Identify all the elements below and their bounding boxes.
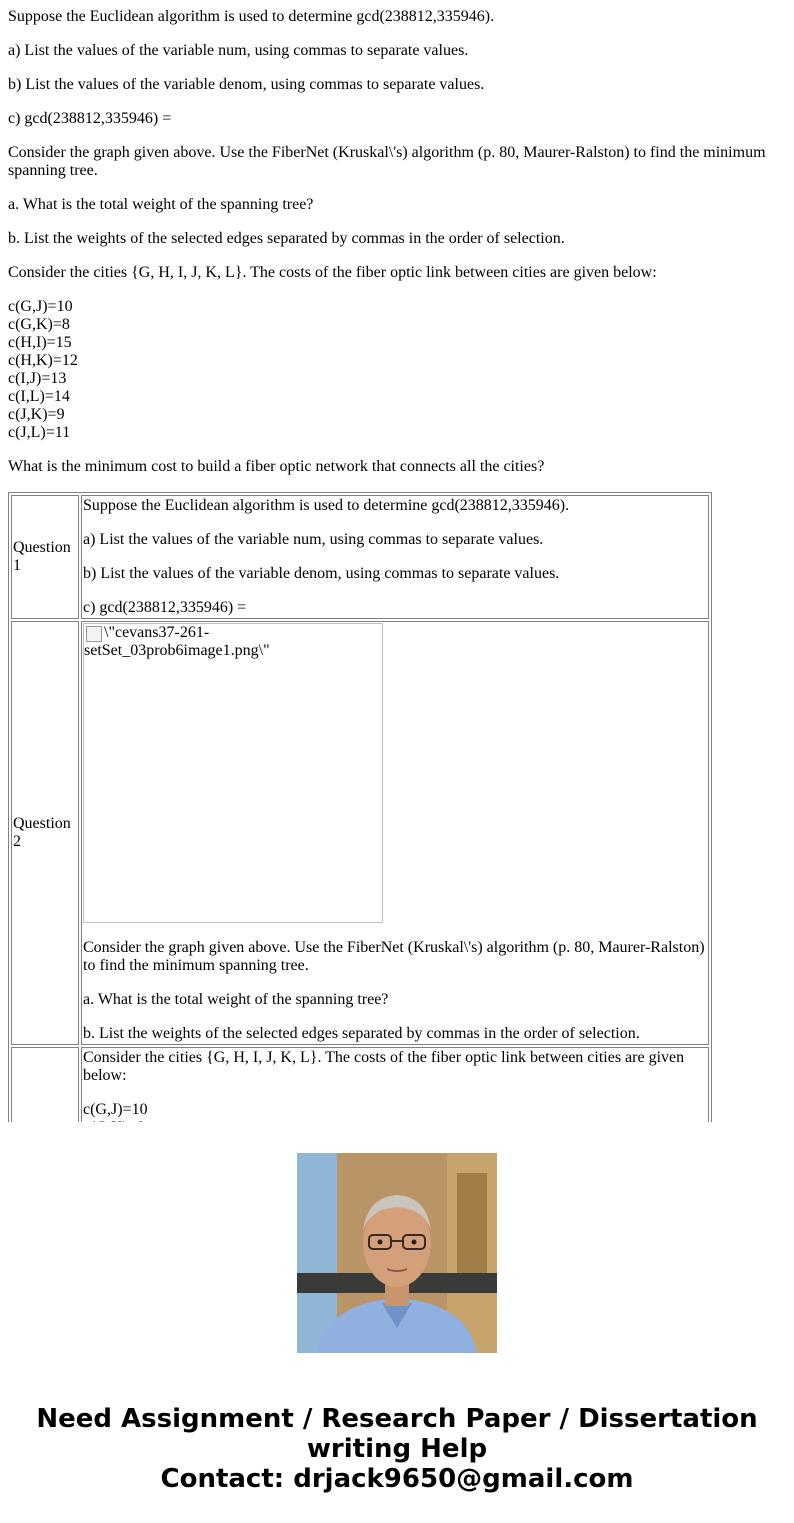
promo-section — [0, 1122, 794, 1523]
cost-item: c(J,K)=9 — [8, 406, 65, 423]
q1-part-a: a) List the values of the variable num, using commas to separate values. — [8, 42, 469, 59]
q3-question: What is the minimum cost to build a fiber optic network that connects all the cities? — [8, 458, 545, 475]
q2-part-a: a. What is the total weight of the spanning tree? — [83, 991, 389, 1008]
q2-part-a: a. What is the total weight of the spanning tree? — [8, 196, 314, 213]
q1-part-b: b) List the values of the variable denom, using commas to separate values. — [8, 76, 485, 93]
cost-item: c(G,J)=10 — [83, 1101, 148, 1118]
promo-headline — [0, 1404, 794, 1494]
question-label: Question 1 — [11, 495, 79, 619]
question-content — [81, 621, 709, 1045]
q2-title: Consider the graph given above. Use the FiberNet (Kruskal\'s) algorithm (p. 80, Maurer-Ralston) to find the minimum spanning tree. — [83, 939, 705, 974]
broken-image-icon — [86, 626, 102, 642]
image-alt-text: \"cevans37-261-setSet_03prob6image1.png\" — [84, 624, 270, 659]
table-row — [11, 621, 709, 1045]
broken-image-placeholder — [83, 623, 383, 923]
table-row — [11, 495, 709, 619]
q2-part-b: b. List the weights of the selected edges separated by commas in the order of selection. — [8, 230, 565, 247]
q2-part-b: b. List the weights of the selected edges separated by commas in the order of selection. — [83, 1025, 640, 1042]
cost-item: c(I,L)=14 — [8, 388, 70, 405]
cost-item: c(H,K)=12 — [8, 352, 78, 369]
question-label: Question 2 — [11, 621, 79, 1045]
q3-title: Consider the cities {G, H, I, J, K, L}. The costs of the fiber optic link between cities are given below: — [83, 1049, 685, 1084]
q3-title: Consider the cities {G, H, I, J, K, L}. The costs of the fiber optic link between cities are given below: — [8, 264, 657, 281]
avatar — [297, 1153, 497, 1353]
q1-part-b: b) List the values of the variable denom, using commas to separate values. — [83, 565, 560, 582]
q1-part-c: c) gcd(238812,335946) = — [8, 110, 172, 127]
cost-item: c(G,K)=8 — [8, 316, 70, 333]
promo-contact: Contact: drjack9650@gmail.com — [160, 1464, 634, 1494]
cost-item: c(H,I)=15 — [8, 334, 72, 351]
cost-item: c(I,J)=13 — [8, 370, 67, 387]
q1-part-a: a) List the values of the variable num, using commas to separate values. — [83, 531, 544, 548]
q1-title: Suppose the Euclidean algorithm is used to determine gcd(238812,335946). — [83, 497, 570, 514]
question-content — [81, 495, 709, 619]
promo-line-1: Need Assignment / Research Paper / Dissertation writing Help — [36, 1404, 758, 1464]
person-photo-icon — [297, 1153, 497, 1353]
q1-part-c: c) gcd(238812,335946) = — [83, 599, 247, 616]
q2-title: Consider the graph given above. Use the FiberNet (Kruskal\'s) algorithm (p. 80, Maurer-Ralston) to find the minimum spanning tree. — [8, 144, 766, 179]
cost-list — [8, 298, 78, 442]
cost-item: c(J,L)=11 — [8, 424, 71, 441]
q1-title: Suppose the Euclidean algorithm is used to determine gcd(238812,335946). — [8, 8, 495, 25]
cost-item: c(G,J)=10 — [8, 298, 73, 315]
